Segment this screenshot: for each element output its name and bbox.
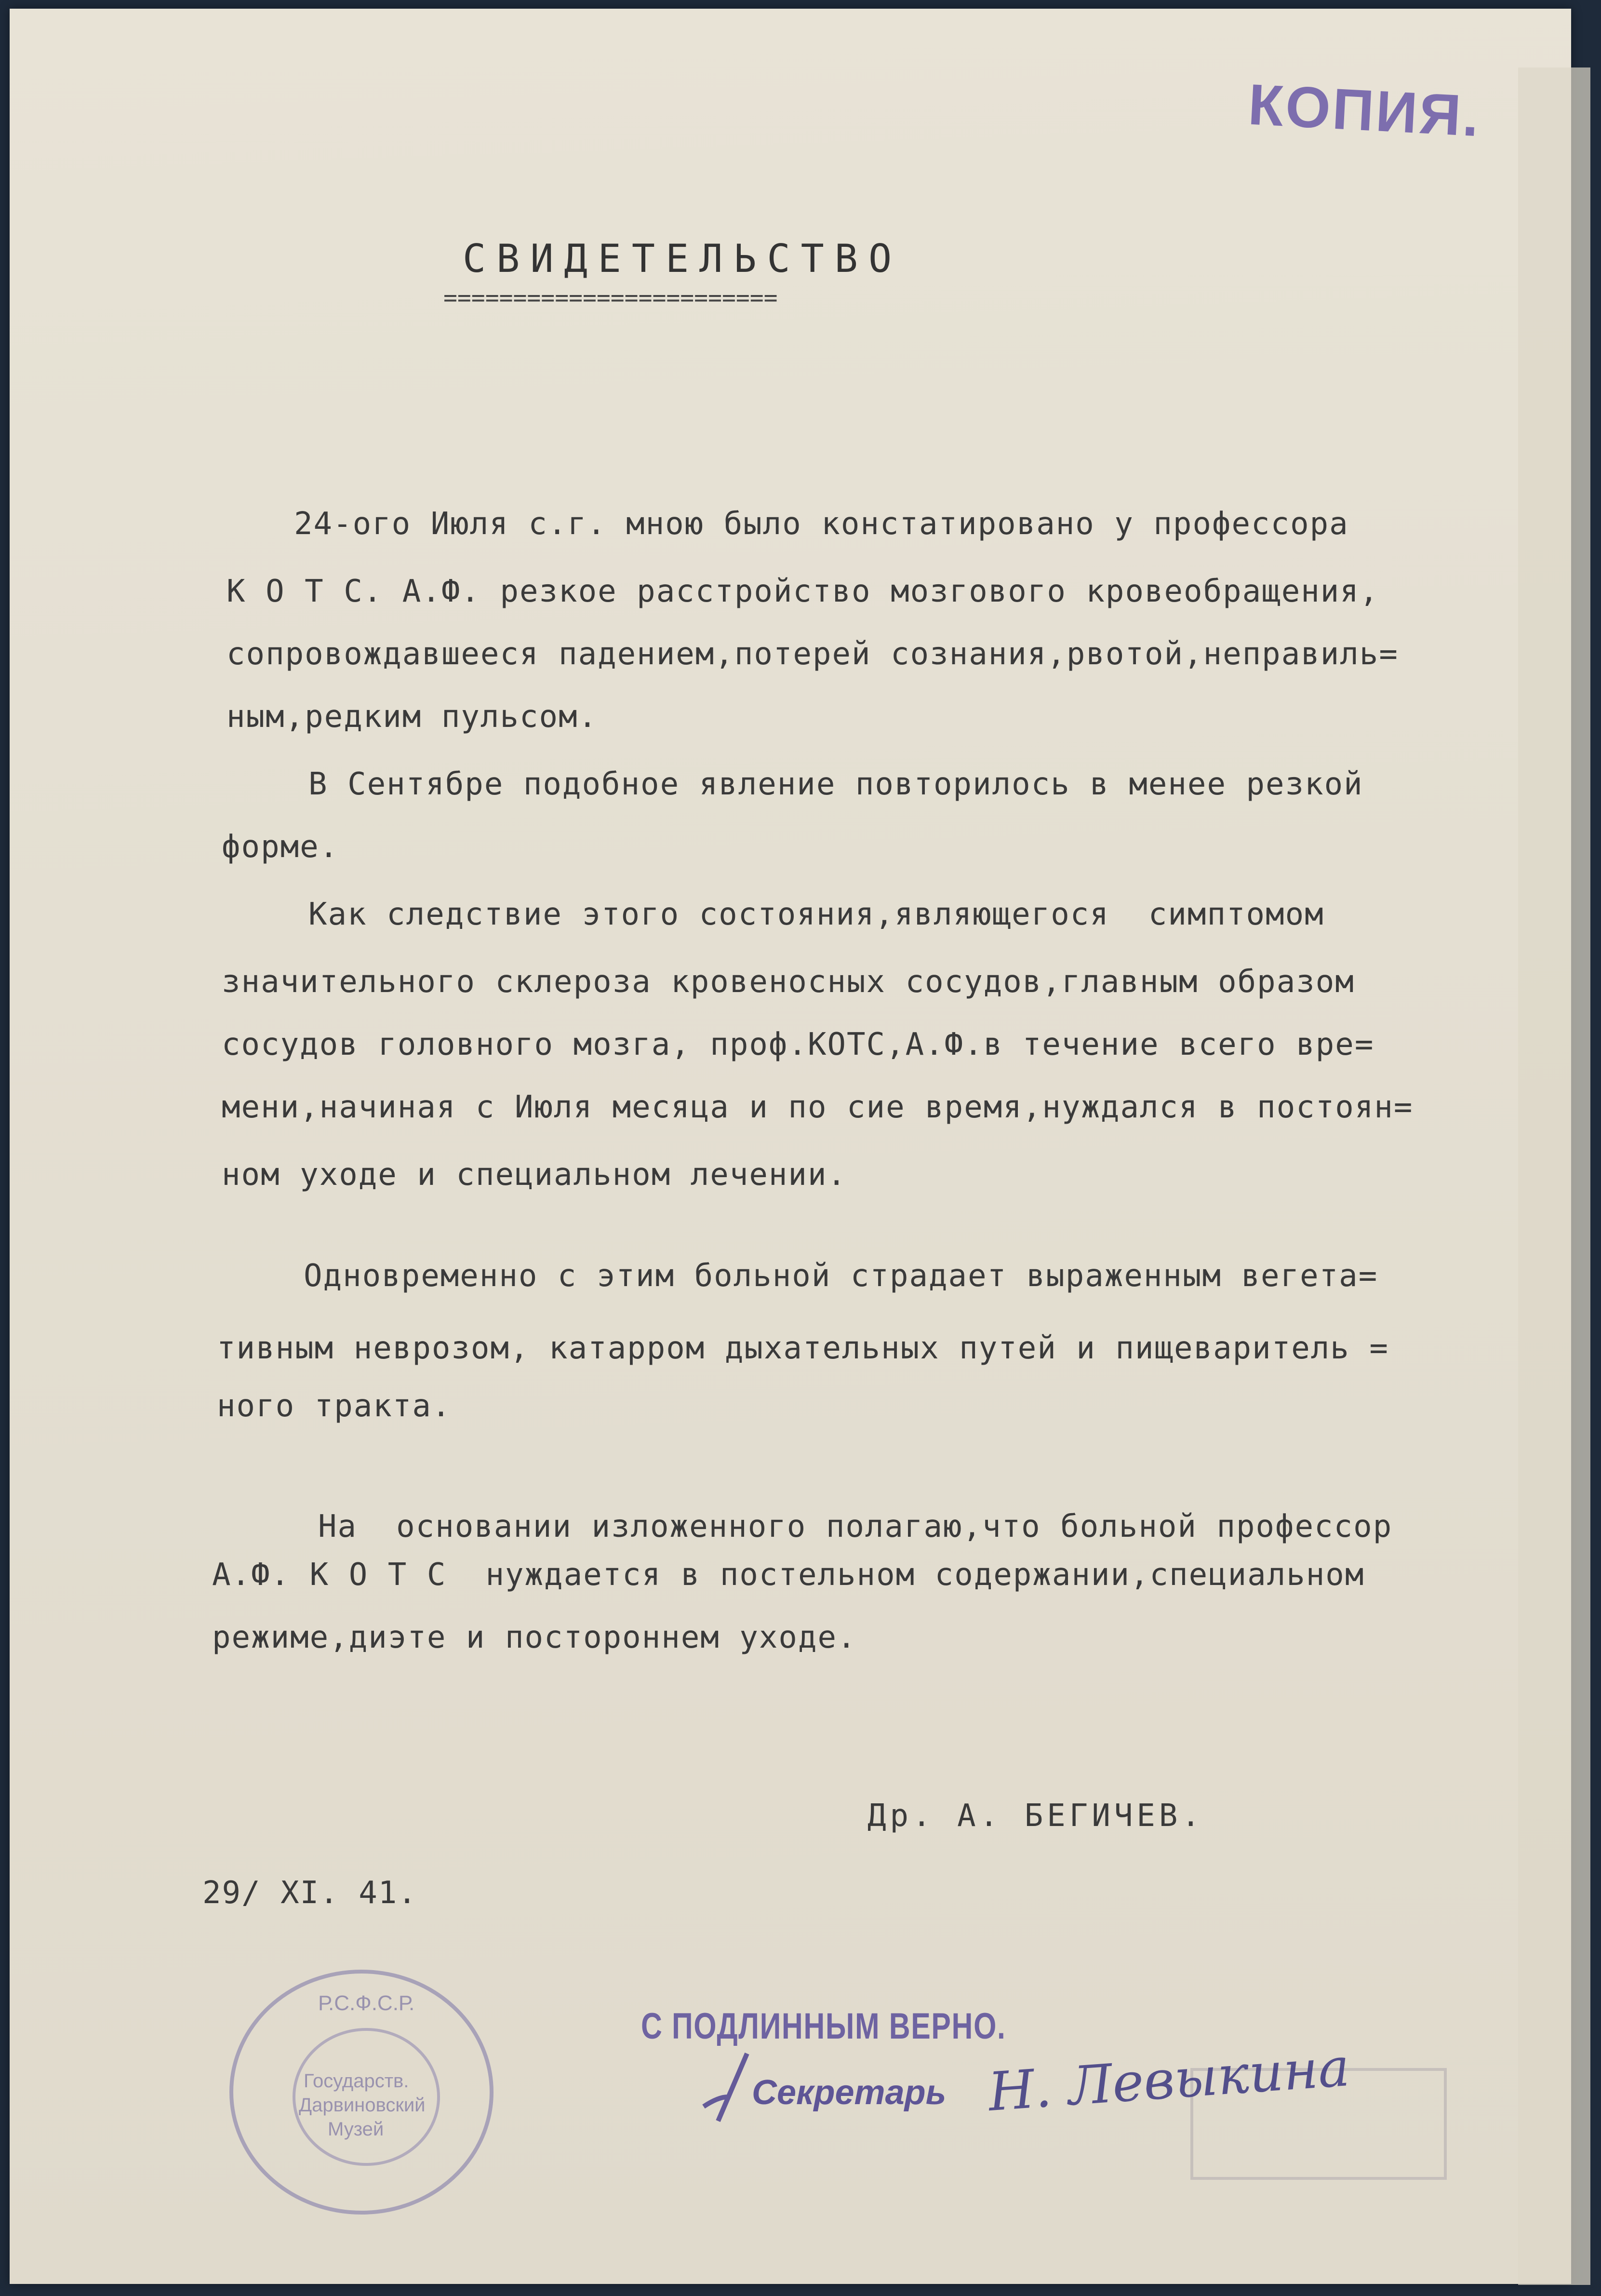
copy-stamp: КОПИЯ. bbox=[1246, 72, 1482, 149]
body-line: А.Ф. К О Т С нуждается в постельном содержании,специальном bbox=[212, 1557, 1365, 1593]
document-page bbox=[10, 9, 1571, 2284]
secretary-signature: Н. Левыкина bbox=[986, 2036, 1352, 2123]
page-edge bbox=[1518, 67, 1590, 2285]
svg-text:Р.С.Ф.С.Р.: Р.С.Ф.С.Р. bbox=[318, 1991, 415, 2015]
body-line: мени,начиная с Июля месяца и по сие время,нуждался в постоян= bbox=[222, 1089, 1414, 1125]
verified-stamp: С ПОДЛИННЫМ ВЕРНО. bbox=[641, 2006, 1006, 2047]
doctor-signature: Др. А. БЕГИЧЕВ. bbox=[867, 1798, 1204, 1834]
body-line: сопровождавшееся падением,потерей сознания,рвотой,неправиль= bbox=[227, 636, 1399, 672]
body-line: ного тракта. bbox=[217, 1388, 452, 1424]
body-line: режиме,диэте и постороннем уходе. bbox=[212, 1620, 857, 1655]
body-line: сосудов головного мозга, проф.КОТС,А.Ф.в течение всего вре= bbox=[222, 1027, 1374, 1062]
document-date: 29/ XI. 41. bbox=[202, 1875, 417, 1911]
body-line: Как следствие этого состояния,являющегося симптомом bbox=[308, 897, 1324, 932]
document-title: СВИДЕТЕЛЬСТВО bbox=[463, 236, 903, 281]
body-line: В Сентябре подобное явление повторилось в менее резкой bbox=[308, 766, 1363, 802]
body-line: ным,редким пульсом. bbox=[227, 699, 598, 735]
title-underline: ======================== bbox=[443, 284, 778, 311]
svg-text:Музей: Музей bbox=[328, 2119, 384, 2140]
secretary-label: Секретарь bbox=[752, 2073, 947, 2112]
svg-text:Государств.: Государств. bbox=[304, 2070, 409, 2092]
body-line: 24-ого Июля с.г. мною было констатировано у профессора bbox=[294, 506, 1349, 542]
body-line: На основании изложенного полагаю,что больной профессор bbox=[318, 1509, 1393, 1544]
body-line: форме. bbox=[222, 829, 339, 865]
body-line: Одновременно с этим больной страдает выраженным вегета= bbox=[304, 1258, 1378, 1294]
body-line: тивным неврозом, катарром дыхательных путей и пищеваритель = bbox=[217, 1330, 1389, 1366]
body-line: ном уходе и специальном лечении. bbox=[222, 1157, 847, 1193]
svg-text:Дарвиновский: Дарвиновский bbox=[299, 2095, 426, 2116]
round-seal-icon bbox=[217, 1957, 516, 2227]
body-line: значительного склероза кровеносных сосудов,главным образом bbox=[222, 964, 1355, 1000]
body-line: К О Т С. А.Ф. резкое расстройство мозгового кровеобращения, bbox=[227, 574, 1379, 609]
